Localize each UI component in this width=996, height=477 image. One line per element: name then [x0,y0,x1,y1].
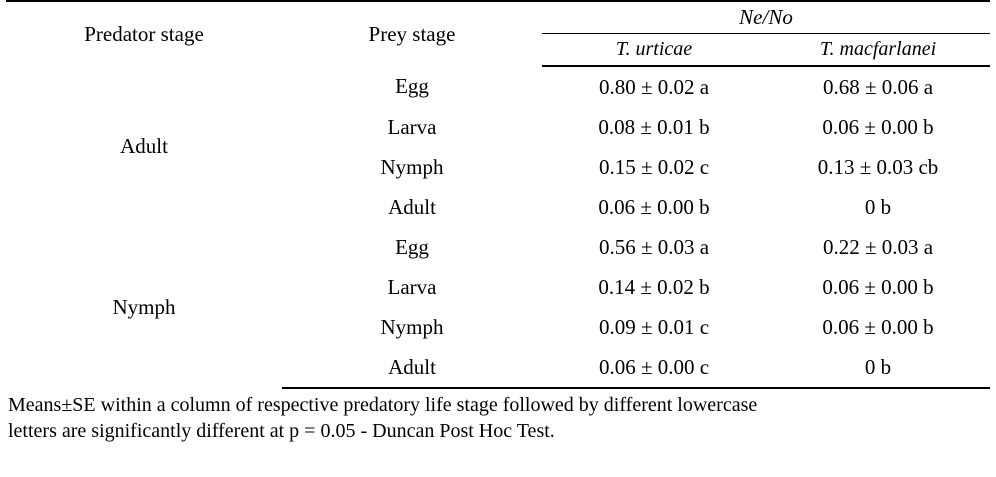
footnote-line-1: Means±SE within a column of respective predatory life stage followed by different lowercase [8,394,758,416]
value-macfarlanei: 0.06 ± 0.00 b [822,314,934,339]
value-urticae: 0.14 ± 0.02 b [598,274,710,299]
value-urticae: 0.15 ± 0.02 c [598,154,710,179]
value-urticae: 0.06 ± 0.00 b [598,194,710,219]
value-urticae: 0.56 ± 0.03 a [598,234,710,259]
value-macfarlanei: 0.22 ± 0.03 a [822,234,934,259]
column-header-t-macfarlanei: T. macfarlanei [766,34,990,67]
prey-stage-cell: Adult [388,194,436,219]
value-macfarlanei: 0.06 ± 0.00 b [822,274,934,299]
table-row [6,66,990,107]
column-header-t-urticae: T. urticae [542,34,766,67]
value-macfarlanei: 0 b [864,194,892,219]
header-row-group [6,1,990,34]
prey-stage-cell: Adult [282,347,542,388]
prey-stage-cell: Nymph [380,314,444,339]
value-macfarlanei: 0 b [766,347,990,388]
table-footnote [6,389,990,444]
footnote-line-2: letters are significantly different at p = 0.05 - Duncan Post Hoc Test. [8,419,555,442]
value-macfarlanei: 0.68 ± 0.06 a [822,74,934,99]
value-urticae: 0.09 ± 0.01 c [598,314,710,339]
column-header-group-ne-no: Ne/No [542,1,990,34]
prey-stage-cell: Larva [387,114,437,139]
prey-stage-cell: Nymph [380,154,444,179]
prey-stage-cell: Egg [395,234,429,259]
value-urticae: 0.80 ± 0.02 a [598,74,710,99]
predator-stage-cell: Nymph [112,295,176,319]
table-header [6,1,990,66]
value-urticae: 0.06 ± 0.00 c [542,347,766,388]
value-urticae: 0.08 ± 0.01 b [598,114,710,139]
prey-stage-cell: Larva [387,274,437,299]
column-header-predator-stage: Predator stage [6,1,282,66]
table-row [6,227,990,267]
results-table [6,0,990,389]
column-header-prey-stage: Prey stage [282,1,542,66]
predator-stage-cell: Adult [120,134,168,158]
table-body [6,66,990,388]
value-macfarlanei: 0.13 ± 0.03 cb [817,154,939,179]
value-macfarlanei: 0.06 ± 0.00 b [822,114,934,139]
prey-stage-cell: Egg [395,74,429,98]
